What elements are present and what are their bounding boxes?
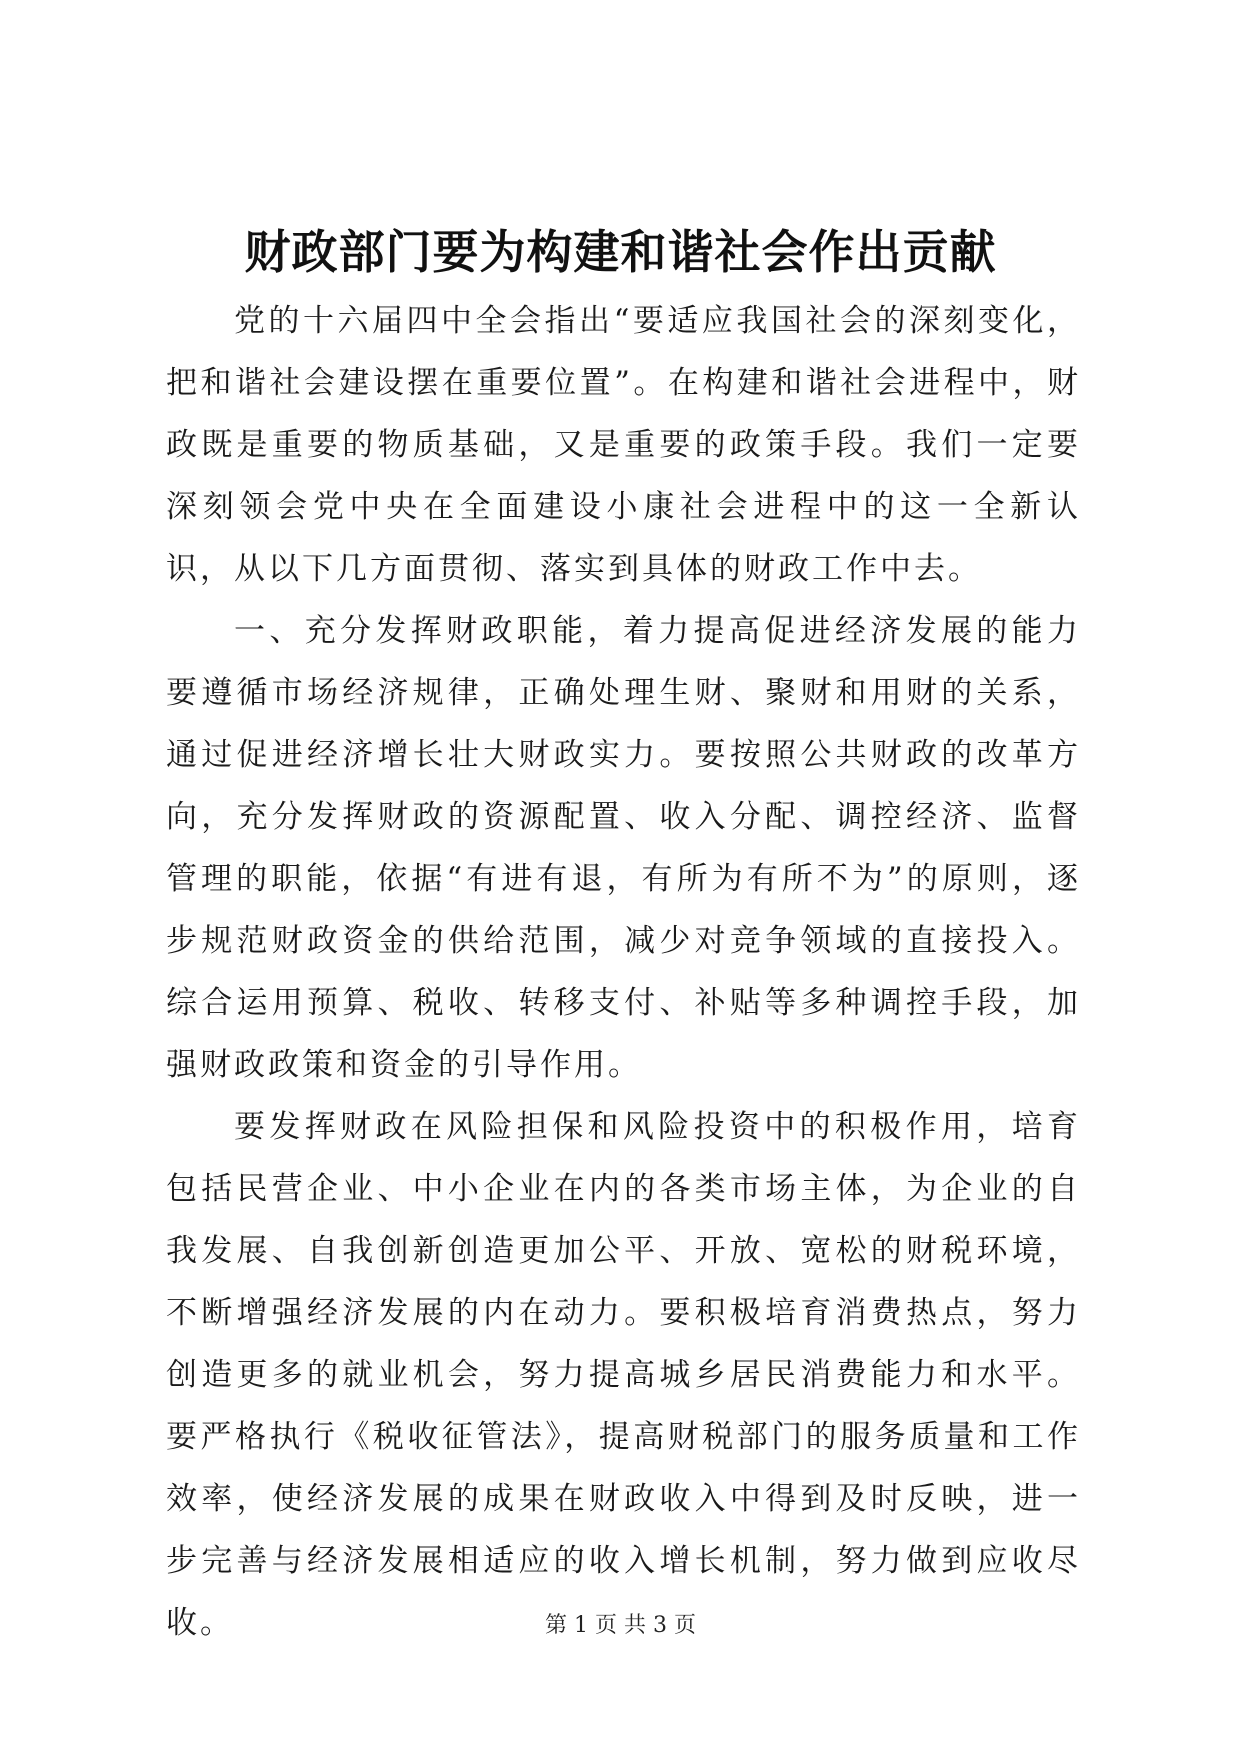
page-number-footer: 第 1 页 共 3 页	[545, 1613, 696, 1638]
paragraph-risk-investment: 要发挥财政在风险担保和风险投资中的积极作用，培育包括民营企业、中小企业在内的各类市场主体，为企业的自我发展、自我创新创造更加公平、开放、宽松的财税环境，不断增强经济发展的内在动力。要积极培育消费热点，努力创造更多的就业机会，努力提高城乡居民消费能力和水平。要严格执行《税收征管法》，提高财税部门的服务质量和工作效率，使经济发展的成果在财政收入中得到及时反映，进一步完善与经济发展相适应的收入增长机制，努力做到应收尽收。	[166, 1109, 1081, 1641]
document-title: 财政部门要为构建和谐社会作出贡献	[244, 225, 997, 279]
paragraph-intro: 党的十六届四中全会指出“要适应我国社会的深刻变化，把和谐社会建设摆在重要位置”。在构建和谐社会进程中，财政既是重要的物质基础，又是重要的政策手段。我们一定要深刻领会党中央在全面建设小康社会进程中的这一全新认识，从以下几方面贯彻、落实到具体的财政工作中去。	[166, 303, 1081, 587]
document-body	[166, 290, 1081, 1654]
paragraph-section-one: 一、充分发挥财政职能，着力提高促进经济发展的能力要遵循市场经济规律，正确处理生财、聚财和用财的关系，通过促进经济增长壮大财政实力。要按照公共财政的改革方向，充分发挥财政的资源配置、收入分配、调控经济、监督管理的职能，依据“有进有退，有所为有所不为”的原则，逐步规范财政资金的供给范围，减少对竞争领域的直接投入。综合运用预算、税收、转移支付、补贴等多种调控手段，加强财政政策和资金的引导作用。	[166, 613, 1081, 1083]
